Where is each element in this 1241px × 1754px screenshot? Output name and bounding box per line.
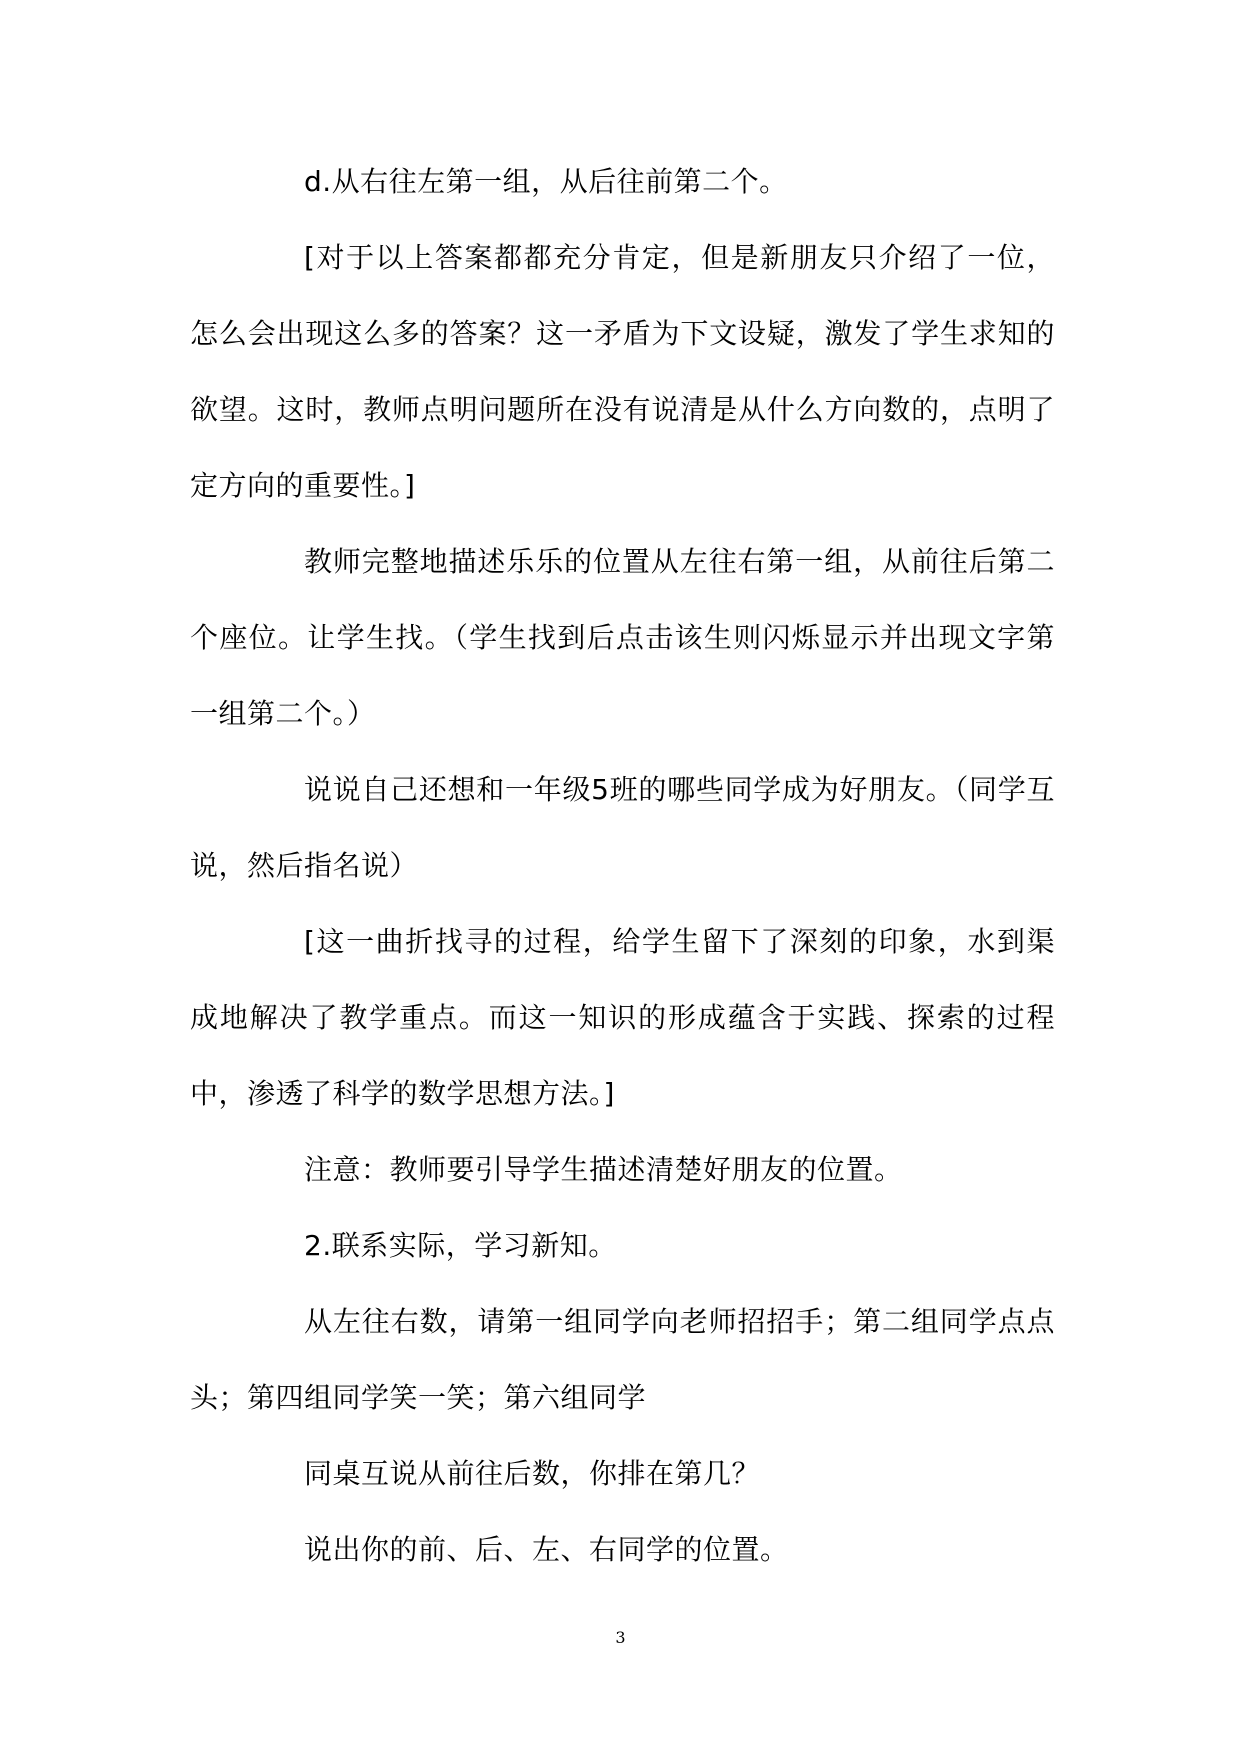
section-heading-2: 2.联系实际，学习新知。	[304, 1229, 617, 1262]
paragraph-commentary-direction: [对于以上答案都都充分肯定，但是新朋友只介绍了一位，怎么会出现这么多的答案？这一矛盾为下文设疑，激发了学生求知的欲望。这时，教师点明问题所在没有说清是从什么方向数的，点明了定方向的重要性。]	[190, 241, 1055, 502]
document-body	[190, 144, 1055, 1588]
paragraph-note: 注意：教师要引导学生描述清楚好朋友的位置。	[304, 1153, 903, 1186]
paragraph-desk-mates: 同桌互说从前往后数，你排在第几？	[304, 1457, 761, 1490]
paragraph-teacher-description: 教师完整地描述乐乐的位置从左往右第一组，从前往后第二个座位。让学生找。（学生找到后点击该生则闪烁显示并出现文字第一组第二个。）	[190, 545, 1055, 730]
page-number: 3	[615, 1628, 626, 1647]
paragraph-commentary-process: [这一曲折找寻的过程，给学生留下了深刻的印象，水到渠成地解决了教学重点。而这一知识的形成蕴含于实践、探索的过程中，渗透了科学的数学思想方法。]	[190, 925, 1055, 1110]
paragraph-answer-d: d.从右往左第一组，从后往前第二个。	[304, 165, 788, 198]
paragraph-neighbors: 说出你的前、后、左、右同学的位置。	[304, 1533, 789, 1566]
paragraph-make-friends: 说说自己还想和一年级5班的哪些同学成为好朋友。（同学互说，然后指名说）	[190, 773, 1055, 882]
paragraph-activity-groups: 从左往右数，请第一组同学向老师招招手；第二组同学点点头；第四组同学笑一笑；第六组同学	[190, 1305, 1055, 1414]
